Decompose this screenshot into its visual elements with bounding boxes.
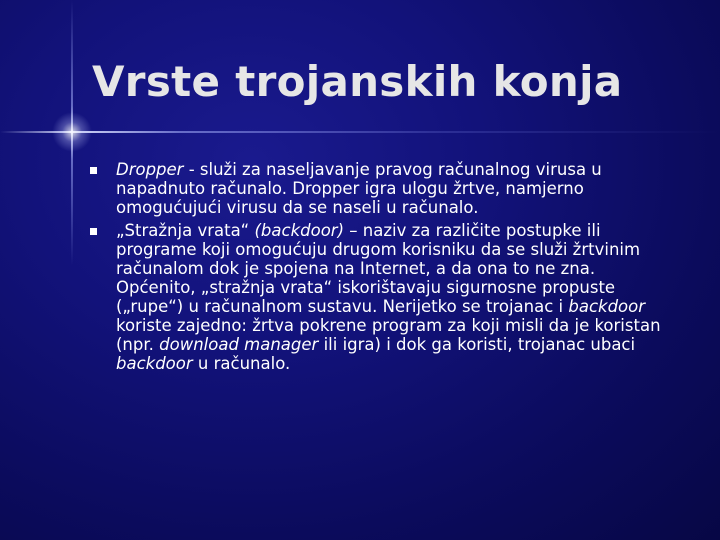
text-segment: download manager [159, 335, 319, 354]
decorative-glow-star [52, 112, 92, 152]
text-segment: (backdoor) [254, 221, 345, 240]
square-bullet-icon [90, 228, 97, 235]
text-segment: u računalo. [192, 354, 291, 373]
square-bullet-icon [90, 167, 97, 174]
bullet-text [116, 160, 602, 217]
bullet-item-dropper [88, 160, 668, 217]
bullet-text [116, 221, 661, 373]
bullet-list [88, 160, 668, 377]
text-segment: koriste zajedno: žrtva pokrene program za koji misli da je koristan (npr. [116, 316, 661, 354]
bullet-item-backdoor [88, 221, 668, 373]
text-segment: - služi za naseljavanje pravog računalnog virusa u napadnuto računalo. Dropper igra ulogu žrtve, namjerno omogućujući virusu da se naseli u računalo. [116, 160, 602, 217]
text-segment: backdoor [116, 354, 193, 373]
text-segment: „Stražnja vrata“ [116, 221, 255, 240]
decorative-glow-horizontal-line [0, 131, 720, 133]
text-segment: Dropper [116, 160, 184, 179]
text-segment: – naziv za različite postupke ili programe koji omogućuju drugom korisniku da se služi žrtvinim računalom dok je spojena na Internet, a da ona to ne zna. Općenito, „stražnja vrata“ iskorištavaju sigurnosne propuste („rupe“) u računalnom sustavu. Nerijetko se trojanac i [116, 221, 641, 316]
slide-title: Vrste trojanskih konja [92, 57, 623, 106]
text-segment: backdoor [568, 297, 646, 316]
text-segment: ili igra) i dok ga koristi, trojanac ubaci [318, 335, 636, 354]
